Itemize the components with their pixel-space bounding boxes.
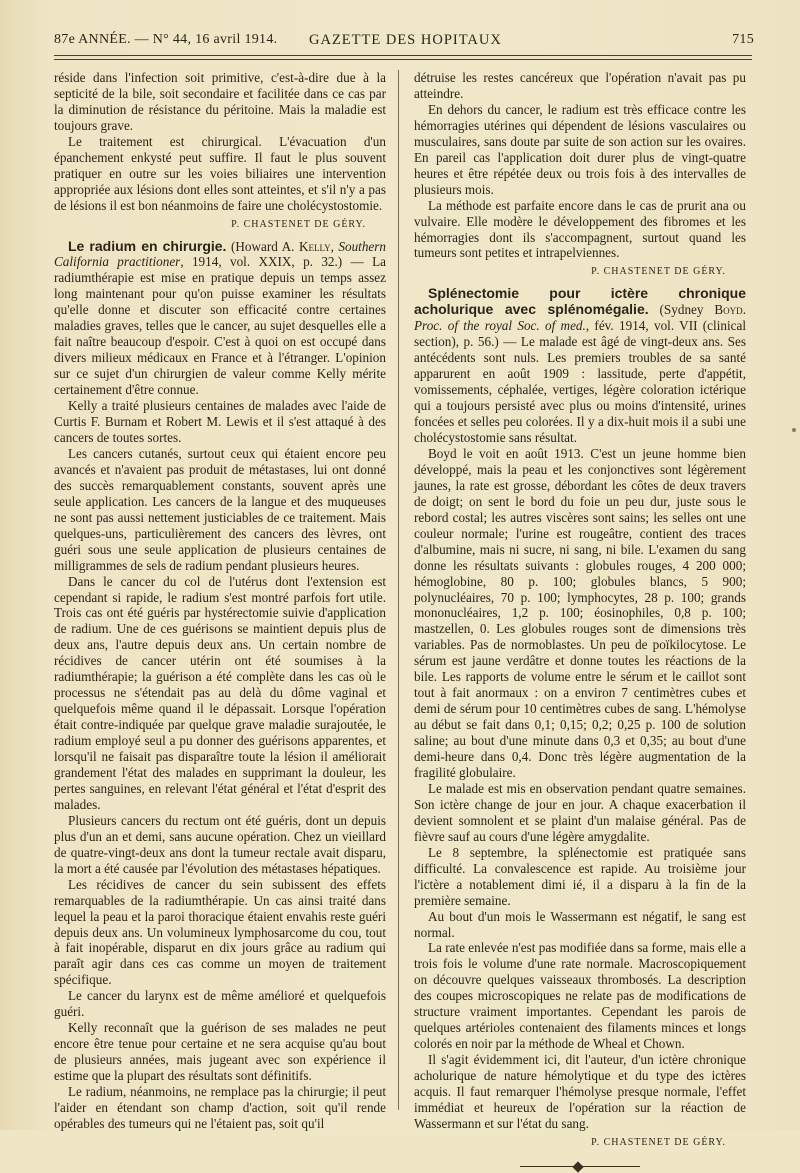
- column-divider: [398, 70, 399, 1110]
- header-rule-thin: [54, 55, 752, 56]
- paragraph: Kelly a traité plusieurs centaines de malades avec l'aide de Curtis F. Burnam et Robert M. Lewis et il s'est attaqué à des cancers de toutes sortes.: [54, 398, 386, 445]
- treatment-paragraph: Le traitement est chirurgical. L'évacuation d'un épanchement enkysté peut suffire. Il faut le plus souvent pratiquer en outre sur les voies biliaires une intervention appropriée aux lésions dont elles sont atteintes, et s'il n'y a pas de lésions il est bon néanmoins de faire une cholécystostomie.: [54, 133, 386, 213]
- paragraph: Le radium, néanmoins, ne remplace pas la chirurgie; il peut l'aider en étendant son champ d'action, soit qu'il rende opérables des tumeurs qui ne l'étaient pas, soit qu'il: [54, 1084, 386, 1131]
- continuation-paragraph: détruise les restes cancéreux que l'opération n'avait pas pu atteindre.: [414, 70, 746, 101]
- ref-journal: Proc. of the royal Soc. of med.: [414, 318, 586, 334]
- signature-1: P. CHASTENET DE GÉRY.: [231, 218, 366, 230]
- paragraph: La méthode est parfaite encore dans le cas de prurit ana ou vulvaire. Elle modère le développement des fibromes et les hémorragies dont ils s'accompagnent, surtout quand les tumeurs sont petites et intrapelviennes.: [414, 197, 746, 261]
- paragraph: Les récidives de cancer du sein subissent des effets remarquables de la radiumthérapie. Un cas ainsi traité dans lequel la peau et la paroi thoracique étaient envahis reste guéri depuis deux ans. Un volumineux lymphosarcome du cou, tout à fait inopérable, disparut en dix jours grâce au radium qui paraît agir dans ces cas comme un moyen de traitement spécifique.: [54, 876, 386, 988]
- ref-comma: ,: [330, 238, 339, 254]
- paragraph: Le 8 septembre, la splénectomie est pratiquée sans difficulté. La convalescence est rapide. Au troisième jour l'ictère a notablement dimi ié, il a disparu à la fin de la première semaine.: [414, 844, 746, 908]
- ref-author: Kelly: [298, 238, 331, 254]
- header-rule-thick: [54, 59, 752, 60]
- article-splenectomie-lead: [414, 286, 746, 446]
- signature-2: P. CHASTENET DE GÉRY.: [591, 266, 726, 278]
- left-column: [54, 70, 386, 1132]
- paragraph: Le cancer du larynx est de même amélioré et quelquefois guéri.: [54, 988, 386, 1020]
- ref-open: (Howard A.: [230, 238, 299, 254]
- article-splenectomie-title: Splénectomie pour ictère chronique acholurique avec splénomégalie.: [414, 285, 746, 318]
- ref-author: Boyd: [714, 302, 743, 318]
- signature-3: P. CHASTENET DE GÉRY.: [591, 1136, 726, 1148]
- paragraph: Plusieurs cancers du rectum ont été guéris, dont un depuis plus d'un an et demi, sans aucune opération. Chez un vieillard de quatre-vingt-deux ans dont la tumeur rectale avait disparu, la mort a été causée par l'évolution des métastases hépatiques.: [54, 812, 386, 876]
- article-radium-title: Le radium en chirurgie.: [68, 237, 227, 254]
- paragraph: La rate enlevée n'est pas modifiée dans sa forme, mais elle a trois fois le volume d'une rate normale. Macroscopiquement on découvre quelques vaisseaux thrombosés. La description des coupes microscopiques ne relate pas de modifications de structure vraiment importantes. Cependant les parois de quelques artérioles contenaient des filaments minces et longs colorés en noir par la méthode de Wheal et Chown.: [414, 940, 747, 1052]
- paragraph: Au bout d'un mois le Wassermann est négatif, le sang est normal.: [414, 908, 746, 940]
- paragraph: En dehors du cancer, le radium est très efficace contre les hémorragies utérines qui dépendent de lésions vasculaires ou musculaires, sans doute par suite de son action sur les ovaires. En pareil cas l'application doit durer plus de vingt-quatre heures et être répétée deux ou trois fois à des intervalles de plusieurs mois.: [414, 101, 746, 197]
- ref-open: (Sydney: [648, 302, 715, 318]
- ref-journal: Southern California practitioner: [54, 238, 387, 270]
- ref-dot: .: [742, 302, 746, 318]
- article-radium-lead: [54, 239, 386, 399]
- margin-speck: [792, 428, 796, 432]
- page-number: 715: [732, 32, 754, 47]
- right-column: [414, 70, 746, 1171]
- ornament-diamond: [572, 1161, 583, 1172]
- paragraph: Kelly reconnaît que la guérison de ses malades ne peut encore être tenue pour certaine et ne sera acquise qu'au bout de plusieurs années, mais jugeant avec son expérience il estime que la plupart des résultats sont définitifs.: [54, 1020, 386, 1084]
- intro-paragraph: réside dans l'infection soit primitive, c'est-à-dire due à la septicité de la bile, soit secondaire et facilitée dans ce cas par la diminution de résistance du péritoine. Mais la maladie est toujours grave.: [54, 70, 386, 133]
- paragraph: Dans le cancer du col de l'utérus dont l'extension est cependant si rapide, le radium s'est montré parfois fort utile. Trois cas ont été guéris par hystérectomie suivie d'application de radium. Une de ces guérisons se maintient depuis plus de deux ans, l'autre depuis deux ans. Un certain nombre de récidives de cancer utérin ont été soumises à la radiumthérapie; la guérison a été complète dans les cas où le processus ne s'étendait pas au delà du dôme vaginal et quelquefois même quand il le dépassait. Lorsque l'opération était contre-indiquée par quelque grave maladie surajoutée, le radium employé seul a pu donner des guérisons apparentes, et lorsqu'il ne faisait pas disparaître toute la lésion il améliorait grandement l'état des malades en supprimant la douleur, les pertes sanguines, en relevant l'état général et l'état d'esprit des malades.: [54, 573, 386, 812]
- paragraph: Il s'agit évidemment ici, dit l'auteur, d'un ictère chronique acholurique de nature hémolytique et du type des ictères acquis. Il faut remarquer l'hémolyse presque normale, l'effet immédiat et heureux de l'opération sur la réaction de Wassermann et sur l'état du sang.: [414, 1052, 746, 1131]
- paragraph: Les cancers cutanés, surtout ceux qui étaient encore peu avancés et n'avaient pas produit de métastases, lui ont donné des succès remarquablement constants, souvent après une seule application. Les cancers de la langue et des muqueuses ne sont pas aussi nettement justiciables de ce traitement. Mais quelques-uns, particulièrement des cancers des lèvres, ont guéri sous une seule application de plusieurs centaines de milligrammes de sels de radium pendant plusieurs heures.: [54, 445, 386, 573]
- article-radium-intro: , 1914, vol. XXIX, p. 32.) — La radiumthérapie est mise en pratique depuis un temps assez long maintenant pour qu'on puisse examiner les résultats qu'elle donne et discuter son efficacité contre certaines maladies graves, telles que le cancer, au sujet desquelles elle a fait naître beaucoup d'espoir. C'est à quoi on est occupé dans divers milieux médicaux en France et à l'étranger. L'opinion sur ce sujet d'un chirurgien de valeur comme Kelly mérite certainement d'être connue.: [54, 254, 386, 398]
- journal-title: GAZETTE DES HOPITAUX: [309, 32, 502, 48]
- running-header: [54, 32, 754, 54]
- issue-info: 87e ANNÉE. — N° 44, 16 avril 1914.: [54, 32, 278, 47]
- article-splenectomie-intro: , fév. 1914, vol. VII (clinical section), p. 56.) — Le malade est âgé de vingt-deux ans. Ses antécédents sont nuls. Les premiers troubles de sa santé apparurent en août 1909 : lassitude, perte d'appétit, vomissements, céphalée, vertiges, légère coloration ictérique qui a toujours persisté avec plus ou moins d'intensité, urines foncées et selles peu colorées. Il y a dix-huit mois il a subi une cholécystostomie sans résultat.: [414, 318, 746, 445]
- paragraph: Boyd le voit en août 1913. C'est un jeune homme bien développé, mais la peau et les conjonctives sont légèrement jaunes, la rate est grosse, débordant les côtes de deux travers de doigt; on sent le bord du foie un peu dur, juste sous le rebord costal; les autres viscères sont sains; les selles ont une couleur normale; l'urine est rougeâtre, contient des traces d'albumine, mais ni sucre, ni sang, ni bile. L'examen du sang donne les résultats suivants : globules rouges, 4 200 000; hémoglobine, 80 p. 100; globules blancs, 5 900; polynucléaires, 70 p. 100; lymphocytes, 28 p. 100; grands mononucléaires, 1,2 p. 100; éosinophiles, 0,8 p. 100; mastzellen, 0. Les globules rouges sont de dimensions très variables. Pas de normoblastes. Un peu de poïkilocytose. Le sérum est jaune verdâtre et donne toutes les réactions de la bile. Les rapports de volume entre le sérum et le caillot sont tout à fait anormaux : on a environ 7 centimètres cubes et demi de sérum pour 10 centimètres cubes de sang. L'hémolyse au début se fait dans 0,1; 0,15; 0,2; 0,25 p. 100 de solution saline; au bout d'une minute dans 0,3 et 0,35; au bout d'une demi-heure dans 0,4. Donc très légère augmentation de la fragilité globulaire.: [414, 445, 746, 780]
- paragraph: Le malade est mis en observation pendant quatre semaines. Son ictère change de jour en jour. A chaque exacerbation il devient somnolent et se plaint d'un malaise général. Pas de fièvre sauf au cours d'une légère amygdalite.: [414, 780, 746, 844]
- end-ornament: [520, 1163, 640, 1171]
